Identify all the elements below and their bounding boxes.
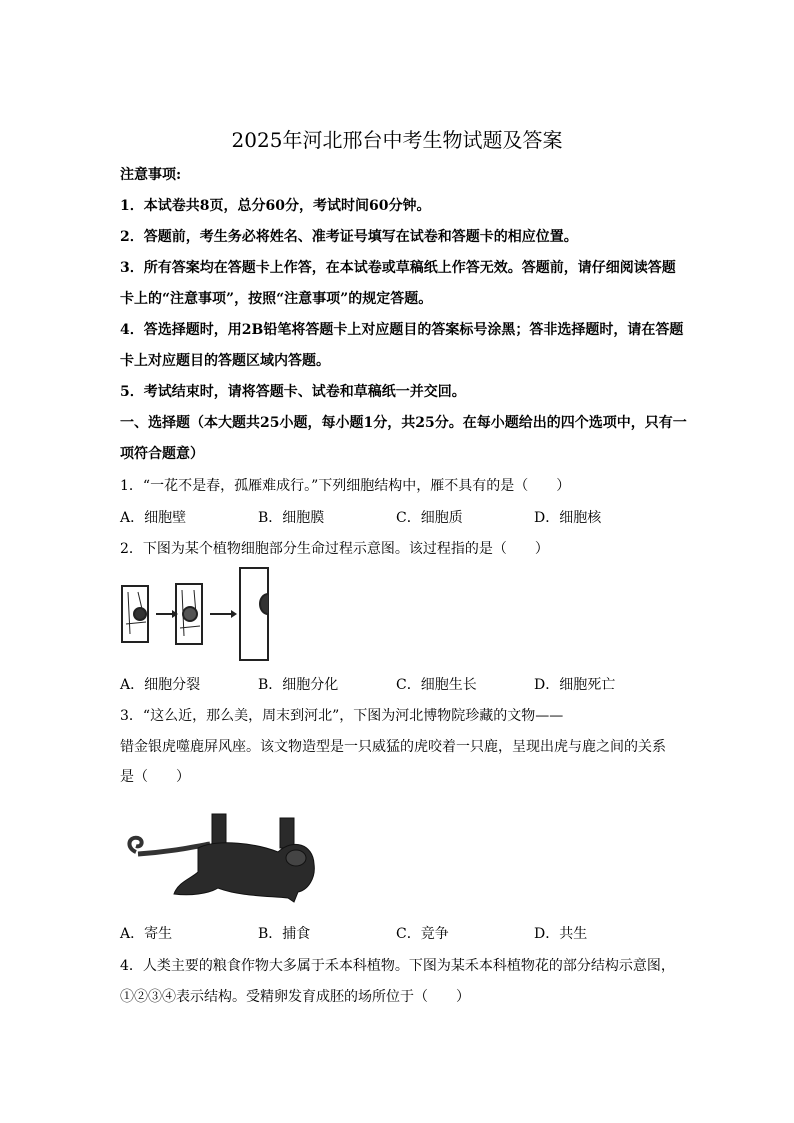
section-heading: 一、选择题（本大题共25小题，每小题1分，共25分。在每小题给出的四个选项中，只有一 (120, 415, 687, 431)
notice-item: 5．考试结束时，请将答题卡、试卷和草稿纸一并交回。 (120, 384, 466, 400)
q1-option-a: A．细胞壁 (120, 510, 187, 526)
q1-option-d: D．细胞核 (534, 510, 602, 526)
notice-item: 4．答选择题时，用2B铅笔将答题卡上对应题目的答案标号涂黑；答非选择题时，请在答题 (120, 322, 684, 338)
question-4-stem: ①②③④表示结构。受精卵发育成胚的场所位于（ ） (120, 989, 470, 1005)
q3-option-a: A．寄生 (120, 926, 173, 942)
tiger-deer-screen-base-photo (118, 808, 318, 904)
notice-item: 2．答题前，考生务必将姓名、准考证号填写在试卷和答题卡的相应位置。 (120, 229, 578, 245)
q1-option-c: C．细胞质 (396, 510, 463, 526)
q3-option-c: C．竞争 (396, 926, 449, 942)
question-3-stem: 错金银虎噬鹿屏风座。该文物造型是一只威猛的虎咬着一只鹿，呈现出虎与鹿之间的关系 (120, 739, 666, 755)
section-heading-cont: 项符合题意） (120, 446, 204, 462)
notice-heading: 注意事项: (120, 167, 182, 183)
q2-option-a: A．细胞分裂 (120, 677, 201, 693)
document-title: 2025年河北邢台中考生物试题及答案 (231, 128, 563, 152)
question-4-stem: 4．人类主要的粮食作物大多属于禾本科植物。下图为某禾本科植物花的部分结构示意图， (120, 958, 675, 974)
q2-option-b: B．细胞分化 (258, 677, 339, 693)
notice-item: 3．所有答案均在答题卡上作答，在本试卷或草稿纸上作答无效。答题前，请仔细阅读答题 (120, 260, 676, 276)
question-1-stem: 1．“一花不是春，孤雁难成行。”下列细胞结构中，雁不具有的是（ ） (120, 478, 571, 494)
notice-item: 1．本试卷共8页，总分60分，考试时间60分钟。 (120, 198, 431, 214)
q2-option-c: C．细胞生长 (396, 677, 477, 693)
question-2-stem: 2．下图为某个植物细胞部分生命过程示意图。该过程指的是（ ） (120, 541, 549, 557)
notice-item: 卡上对应题目的答题区域内答题。 (120, 353, 330, 369)
question-3-stem: 3．“这么近，那么美，周末到河北”，下图为河北博物院珍藏的文物—— (120, 708, 564, 724)
q3-option-d: D．共生 (534, 926, 588, 942)
question-3-stem: 是（ ） (120, 769, 190, 785)
notice-item: 卡上的“注意事项”，按照“注意事项”的规定答题。 (120, 291, 433, 307)
plant-cell-growth-diagram (118, 564, 278, 664)
q1-option-b: B．细胞膜 (258, 510, 325, 526)
q3-option-b: B．捕食 (258, 926, 311, 942)
q2-option-d: D．细胞死亡 (534, 677, 616, 693)
